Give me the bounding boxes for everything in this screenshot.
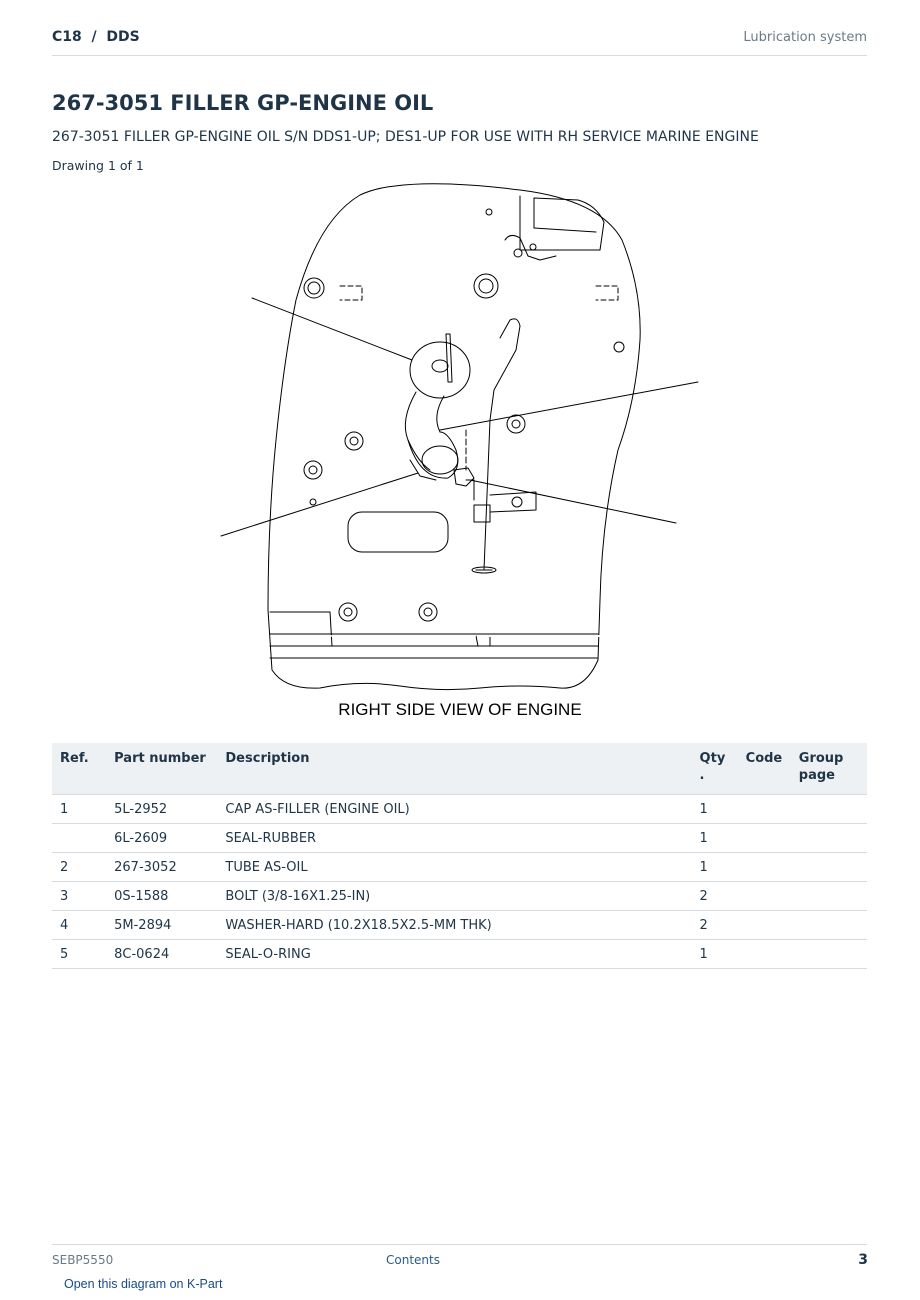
- cell-ref: [52, 824, 106, 853]
- cell-group-page: [791, 824, 867, 853]
- cell-qty: 1: [692, 853, 738, 882]
- cell-description: WASHER-HARD (10.2X18.5X2.5-MM THK): [217, 911, 691, 940]
- cell-qty: 1: [692, 824, 738, 853]
- table-row: [52, 882, 867, 911]
- contents-link[interactable]: Contents: [386, 1253, 440, 1267]
- table-row: [52, 911, 867, 940]
- cell-group-page: [791, 853, 867, 882]
- page-header: [52, 29, 867, 56]
- header-code: Code: [738, 743, 791, 795]
- oval-cover: [348, 512, 448, 552]
- cell-group-page: [791, 911, 867, 940]
- cell-ref: 1: [52, 795, 106, 824]
- page-subtitle: 267-3051 FILLER GP-ENGINE OIL S/N DDS1-UP; DES1-UP FOR USE WITH RH SERVICE MARINE ENGINE: [52, 129, 759, 145]
- cell-code: [738, 940, 791, 969]
- open-in-kpart-link[interactable]: Open this diagram on K-Part: [64, 1277, 223, 1291]
- header-part-number: Part number: [106, 743, 217, 795]
- cell-ref: 2: [52, 853, 106, 882]
- header-description: Description: [217, 743, 691, 795]
- table-row: [52, 940, 867, 969]
- cell-part-number: 267-3052: [106, 853, 217, 882]
- table-row: [52, 853, 867, 882]
- cell-qty: 1: [692, 940, 738, 969]
- header-qty: Qty .: [692, 743, 738, 795]
- cell-part-number: 6L-2609: [106, 824, 217, 853]
- cell-description: CAP AS-FILLER (ENGINE OIL): [217, 795, 691, 824]
- cell-part-number: 5L-2952: [106, 795, 217, 824]
- header-group-page: Group page: [791, 743, 867, 795]
- cell-description: TUBE AS-OIL: [217, 853, 691, 882]
- diagram-caption: RIGHT SIDE VIEW OF ENGINE: [338, 700, 582, 719]
- filler-cap: [410, 342, 470, 398]
- cell-ref: 3: [52, 882, 106, 911]
- cell-description: SEAL-O-RING: [217, 940, 691, 969]
- drawing-count: Drawing 1 of 1: [52, 158, 144, 173]
- leader-line-2: [440, 382, 698, 430]
- leader-line-4: [470, 480, 676, 523]
- filler-tube: [405, 392, 444, 470]
- page-title: 267-3051 FILLER GP-ENGINE OIL: [52, 91, 434, 115]
- cell-part-number: 5M-2894: [106, 911, 217, 940]
- header-ref: Ref.: [52, 743, 106, 795]
- engine-diagram: [200, 178, 720, 730]
- footer-divider: [52, 1244, 867, 1245]
- cell-group-page: [791, 940, 867, 969]
- parts-table: [52, 743, 867, 969]
- parts-table-header: [52, 743, 867, 795]
- cell-qty: 2: [692, 911, 738, 940]
- cell-part-number: 0S-1588: [106, 882, 217, 911]
- cell-description: BOLT (3/8-16X1.25-IN): [217, 882, 691, 911]
- cell-code: [738, 911, 791, 940]
- cell-ref: 5: [52, 940, 106, 969]
- cell-part-number: 8C-0624: [106, 940, 217, 969]
- table-row: [52, 795, 867, 824]
- section-title: Lubrication system: [743, 30, 867, 45]
- cell-code: [738, 853, 791, 882]
- document-id: SEBP5550: [52, 1253, 114, 1267]
- dipstick-tube: [484, 319, 520, 570]
- cell-qty: 1: [692, 795, 738, 824]
- breadcrumb: C18 / DDS: [52, 29, 140, 45]
- cell-code: [738, 795, 791, 824]
- cell-code: [738, 882, 791, 911]
- leader-line-1: [252, 298, 412, 360]
- cell-group-page: [791, 882, 867, 911]
- cell-code: [738, 824, 791, 853]
- engine-block-outline: [268, 184, 640, 690]
- top-bracket: [520, 196, 604, 250]
- cell-ref: 4: [52, 911, 106, 940]
- cell-description: SEAL-RUBBER: [217, 824, 691, 853]
- bottom-rail: [270, 634, 598, 658]
- cell-qty: 2: [692, 882, 738, 911]
- cell-group-page: [791, 795, 867, 824]
- leader-line-3: [221, 473, 418, 536]
- page-number: 3: [858, 1252, 868, 1268]
- table-row: [52, 824, 867, 853]
